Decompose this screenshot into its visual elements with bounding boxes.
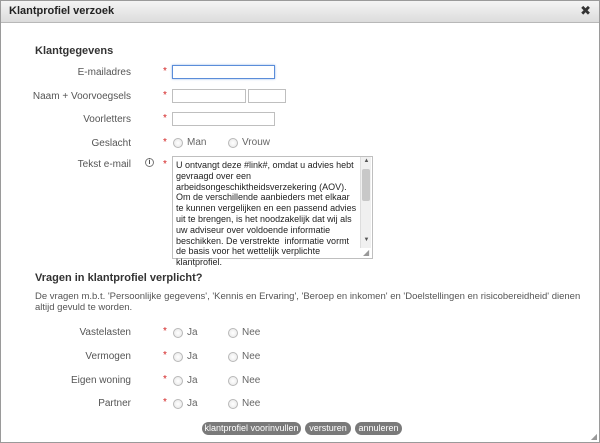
name-label: Naam + Voorvoegsels bbox=[32, 91, 131, 102]
eigen-woning-yes[interactable] bbox=[173, 375, 198, 386]
required-marker: * bbox=[163, 159, 167, 170]
gender-option-label: Vrouw bbox=[242, 137, 270, 148]
cancel-button[interactable]: annuleren bbox=[355, 422, 402, 435]
prefix-input[interactable] bbox=[248, 89, 286, 103]
required-marker: * bbox=[163, 374, 167, 385]
no-label: Nee bbox=[242, 375, 261, 386]
radio-button[interactable] bbox=[228, 352, 238, 362]
yes-label: Ja bbox=[187, 327, 198, 338]
dialog-title: Klantprofiel verzoek bbox=[9, 5, 115, 17]
radio-button[interactable] bbox=[173, 376, 183, 386]
radio-button[interactable] bbox=[228, 399, 238, 409]
required-marker: * bbox=[163, 113, 167, 124]
gender-option-vrouw[interactable] bbox=[228, 137, 270, 148]
vermogen-no[interactable] bbox=[228, 351, 260, 362]
questions-section-heading: Vragen in klantprofiel verplicht? bbox=[35, 272, 203, 284]
required-marker: * bbox=[163, 397, 167, 408]
question-label: Vermogen bbox=[85, 351, 131, 362]
dialog-resize-icon[interactable]: ◢ bbox=[590, 432, 597, 441]
question-label: Partner bbox=[98, 398, 131, 409]
vastelasten-yes[interactable] bbox=[173, 327, 198, 338]
partner-yes[interactable] bbox=[173, 398, 198, 409]
email-text-scrollbar[interactable] bbox=[360, 157, 371, 248]
vastelasten-no[interactable] bbox=[228, 327, 260, 338]
resize-grip-icon[interactable]: ◢ bbox=[363, 248, 370, 257]
scroll-thumb[interactable] bbox=[362, 169, 370, 201]
initials-input[interactable] bbox=[172, 112, 275, 126]
required-marker: * bbox=[163, 350, 167, 361]
close-icon[interactable]: ✖ bbox=[580, 3, 591, 18]
required-marker: * bbox=[163, 326, 167, 337]
scroll-up-icon[interactable]: ▲ bbox=[363, 158, 370, 164]
required-marker: * bbox=[163, 90, 167, 101]
gender-option-man[interactable] bbox=[173, 137, 206, 148]
radio-button[interactable] bbox=[173, 138, 183, 148]
yes-label: Ja bbox=[187, 398, 198, 409]
radio-button[interactable] bbox=[173, 399, 183, 409]
initials-label: Voorletters bbox=[83, 114, 131, 125]
gender-label: Geslacht bbox=[91, 138, 131, 149]
name-input[interactable] bbox=[172, 89, 246, 103]
required-marker: * bbox=[163, 66, 167, 77]
no-label: Nee bbox=[242, 351, 261, 362]
prefill-profile-button[interactable]: klantprofiel voorinvullen bbox=[202, 422, 301, 435]
partner-no[interactable] bbox=[228, 398, 260, 409]
question-label: Eigen woning bbox=[70, 375, 131, 386]
email-input[interactable] bbox=[172, 65, 275, 79]
question-label: Vastelasten bbox=[79, 327, 131, 338]
questions-description: De vragen m.b.t. 'Persoonlijke gegevens', 'Kennis en Ervaring', 'Beroep en inkomen' en 'Doelstellingen en risicobereidheid' dienen altijd gevuld te worden. bbox=[35, 291, 581, 313]
required-marker: * bbox=[163, 137, 167, 148]
yes-label: Ja bbox=[187, 375, 198, 386]
yes-label: Ja bbox=[187, 351, 198, 362]
radio-button[interactable] bbox=[173, 352, 183, 362]
radio-button[interactable] bbox=[228, 328, 238, 338]
scroll-down-icon[interactable]: ▼ bbox=[363, 237, 370, 243]
email-text-area[interactable]: U ontvangt deze #link#, omdat u advies hebt gevraagd over een arbeidsongeschiktheidsverzekering (AOV). Om de verschillende aanbieders met elkaar te kunnen vergelijken en een passend advies uit te brengen, is het noodzakelijk dat wij als uw adviseur over voldoende informatie beschikken. De verstrekte informatie vormt de basis voor het wettelijk verplichte klantprofiel. bbox=[172, 156, 373, 259]
email-text-label: Tekst e-mail bbox=[77, 159, 131, 170]
gender-option-label: Man bbox=[187, 137, 207, 148]
send-button[interactable]: versturen bbox=[305, 422, 351, 435]
customer-section-heading: Klantgegevens bbox=[35, 45, 114, 57]
eigen-woning-no[interactable] bbox=[228, 375, 260, 386]
info-icon[interactable]: i bbox=[145, 158, 154, 167]
no-label: Nee bbox=[242, 398, 261, 409]
vermogen-yes[interactable] bbox=[173, 351, 198, 362]
radio-button[interactable] bbox=[173, 328, 183, 338]
radio-button[interactable] bbox=[228, 138, 238, 148]
dialog-titlebar[interactable] bbox=[1, 1, 599, 23]
no-label: Nee bbox=[242, 327, 261, 338]
email-label: E-mailadres bbox=[77, 67, 131, 78]
radio-button[interactable] bbox=[228, 376, 238, 386]
